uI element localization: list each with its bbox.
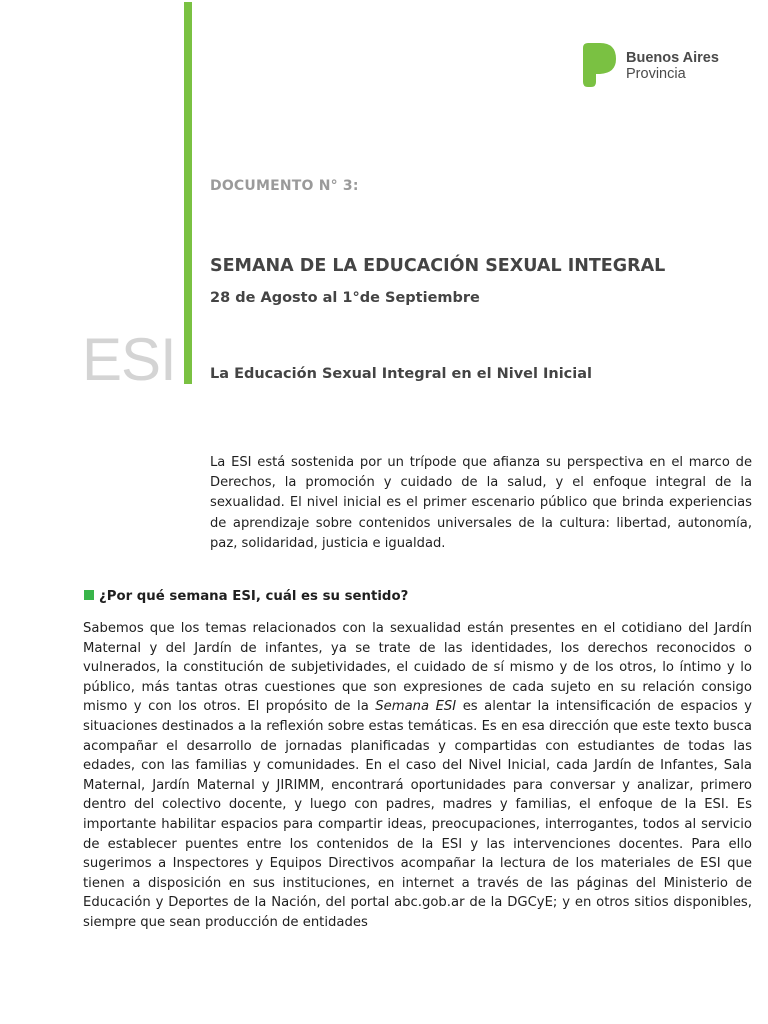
body-text-part2: es alentar la intensificación de espacios y situaciones destinados a la reflexión sobre estas temáticas. Es en esa dirección que este texto busca acompañar el desarrollo de jornadas planificadas y compartidas con estudiantes de todas las edades, con las familias y comunidades. En el caso del Nivel Inicial, cada Jardín de Infantes, Sala Maternal, Jardín Maternal y JIRIMM, encontrará oportunidades para conversar y analizar, primero dentro del colectivo docente, y luego con padres, madres y familias, el enfoque de la ESI. Es importante habilitar espacios para compartir ideas, preocupaciones, interrogantes, todos al servicio de establecer puentes entre los contenidos de la ESI y las intervenciones docentes. Para ello sugerimos a Inspectores y Equipos Directivos acompañar la lectura de los materiales de ESI que tienen a disposición en sus instituciones, en internet a través de las páginas del Ministerio de Educación y Deportes de la Nación, del portal abc.gob.ar de la DGCyE; y en otros sitios disponibles, siempre que sean producción de entidades [83,699,752,930]
logo-text-line1: Buenos Aires [626,50,719,66]
province-p-icon [580,42,618,88]
accent-bar [184,2,192,384]
document-subtitle: La Educación Sexual Integral en el Nivel Inicial [210,366,593,382]
esi-side-label: ESI [82,326,176,393]
buenos-aires-provincia-logo [580,42,730,88]
intro-paragraph: La ESI está sostenida por un trípode que afianza su perspectiva en el marco de Derechos, la promoción y cuidado de la salud, y el enfoque integral de la sexualidad. El nivel inicial es el primer escenario público que brinda experiencias de aprendizaje sobre contenidos universales de la cultura: libertad, autonomía, paz, solidaridad, justicia e igualdad. [210,455,752,551]
document-dates: 28 de Agosto al 1°de Septiembre [210,290,480,306]
document-title: SEMANA DE LA EDUCACIÓN SEXUAL INTEGRAL [210,256,666,276]
square-bullet-icon [84,590,94,600]
document-number: DOCUMENTO N° 3: [210,178,359,194]
body-emphasis: Semana ESI [375,699,457,715]
logo-text-line2: Provincia [626,66,686,82]
body-text-part1: Sabemos que los temas relacionados con la sexualidad están presentes en el cotidiano del Jardín Maternal y del Jardín de infantes, ya se trate de las identidades, los derechos reconocidos o vulnerados, la constitución de subjetividades, el cuidado de sí mismo y de los otros, lo íntimo y lo público, más tantas otras cuestiones que son expresiones de cada sujeto en su relación consigo mismo y con los otros. El propósito de la [83,621,752,715]
section-heading-text: ¿Por qué semana ESI, cuál es su sentido? [99,589,409,604]
section-body-paragraph [83,619,752,933]
section-heading [84,585,408,604]
